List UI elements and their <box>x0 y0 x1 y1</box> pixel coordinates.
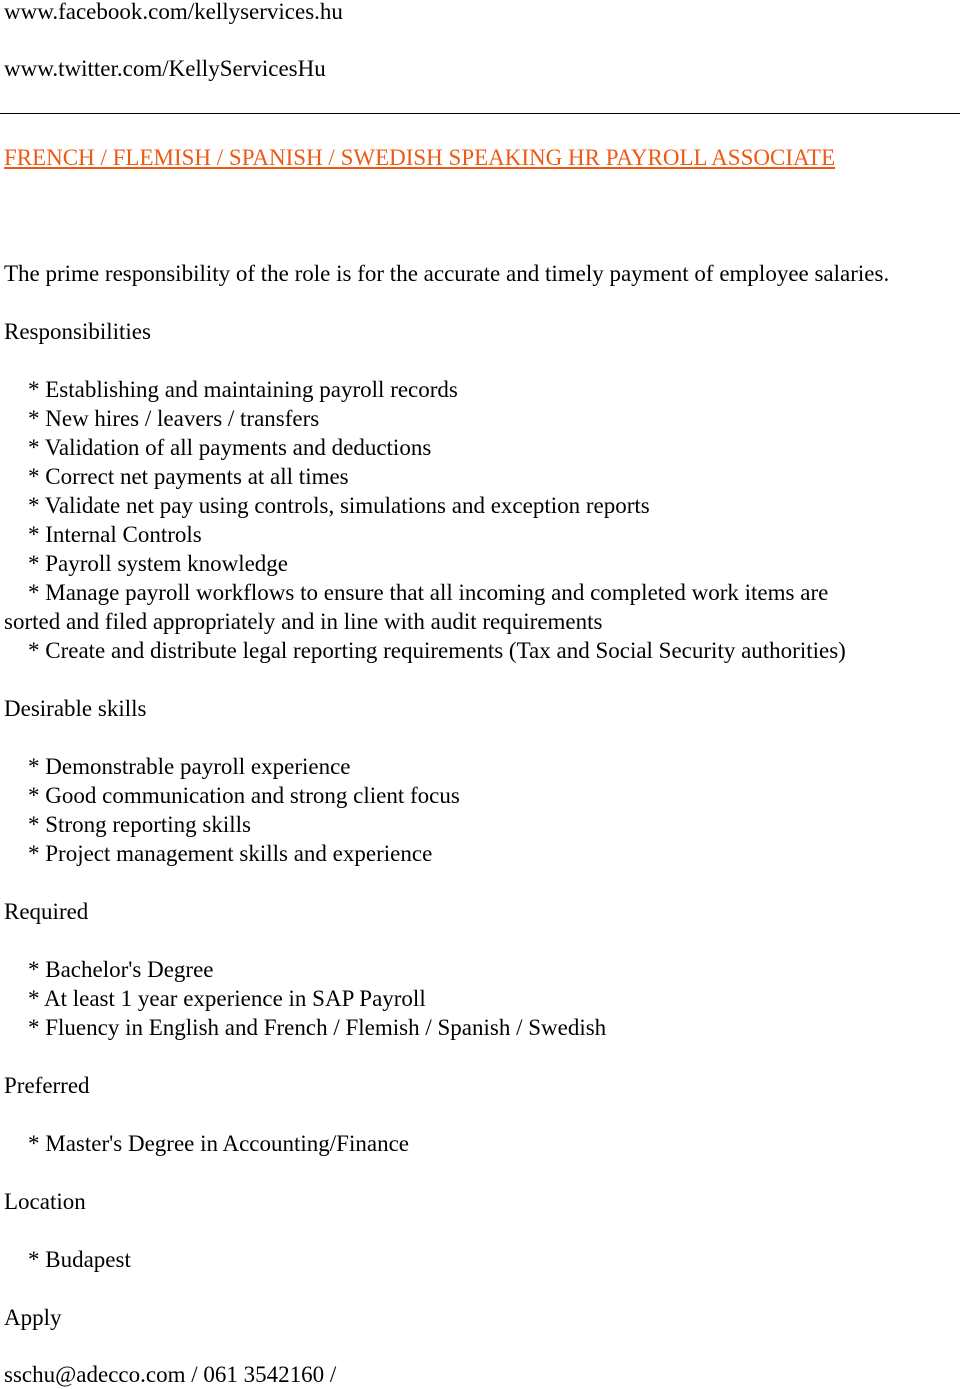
location-item: * Budapest <box>28 1247 131 1272</box>
responsibility-item: * Manage payroll workflows to ensure that all incoming and completed work items are <box>28 580 829 605</box>
desirable-item: * Project management skills and experience <box>28 841 433 866</box>
required-item: * At least 1 year experience in SAP Payroll <box>28 986 426 1011</box>
preferred-item: * Master's Degree in Accounting/Finance <box>28 1131 409 1156</box>
location-heading: Location <box>4 1189 86 1214</box>
apply-heading: Apply <box>4 1305 62 1330</box>
responsibility-item: * Create and distribute legal reporting requirements (Tax and Social Security authorities) <box>28 638 846 663</box>
apply-contact[interactable]: sschu@adecco.com / 061 3542160 / <box>4 1362 337 1387</box>
responsibilities-heading: Responsibilities <box>4 319 151 344</box>
desirable-item: * Good communication and strong client focus <box>28 783 460 808</box>
twitter-link[interactable]: www.twitter.com/KellyServicesHu <box>4 56 326 81</box>
required-item: * Fluency in English and French / Flemish / Spanish / Swedish <box>28 1015 607 1040</box>
responsibility-item: * New hires / leavers / transfers <box>28 406 320 431</box>
desirable-item: * Strong reporting skills <box>28 812 251 837</box>
responsibility-item: * Establishing and maintaining payroll records <box>28 377 458 402</box>
job-title-link[interactable]: FRENCH / FLEMISH / SPANISH / SWEDISH SPEAKING HR PAYROLL ASSOCIATE <box>4 145 836 170</box>
responsibility-item: * Validation of all payments and deductions <box>28 435 432 460</box>
facebook-link[interactable]: www.facebook.com/kellyservices.hu <box>4 0 343 24</box>
job-intro: The prime responsibility of the role is for the accurate and timely payment of employee salaries. <box>4 261 890 286</box>
responsibility-item: * Correct net payments at all times <box>28 464 349 489</box>
responsibility-item: * Internal Controls <box>28 522 202 547</box>
required-item: * Bachelor's Degree <box>28 957 214 982</box>
responsibility-item: * Payroll system knowledge <box>28 551 288 576</box>
preferred-heading: Preferred <box>4 1073 90 1098</box>
responsibility-item: * Validate net pay using controls, simulations and exception reports <box>28 493 650 518</box>
responsibility-item-continuation: sorted and filed appropriately and in line with audit requirements <box>4 609 603 634</box>
required-heading: Required <box>4 899 89 924</box>
divider <box>0 113 960 114</box>
desirable-item: * Demonstrable payroll experience <box>28 754 351 779</box>
desirable-heading: Desirable skills <box>4 696 147 721</box>
